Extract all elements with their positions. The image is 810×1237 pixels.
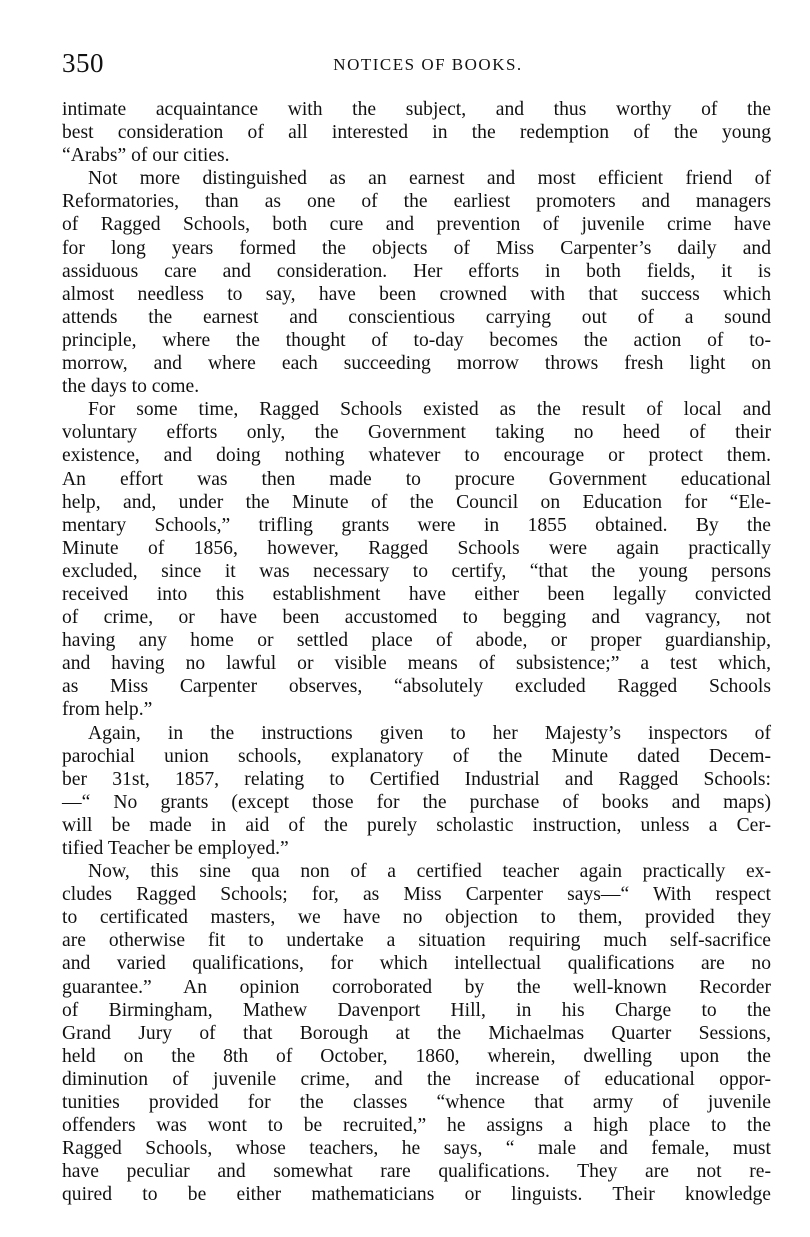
text-line: An effort was then made to procure Government educational [62, 468, 771, 490]
text-line: best consideration of all interested in the redemption of the young [62, 122, 771, 144]
text-line: Again, in the instructions given to her Majesty’s inspectors of [88, 722, 771, 744]
text-line: having any home or settled place of abode, or proper guardianship, [62, 630, 771, 652]
text-line: as Miss Carpenter observes, “absolutely excluded Ragged Schools [62, 676, 771, 698]
text-line: tunities provided for the classes “whence that army of juvenile [62, 1092, 771, 1114]
text-line: of Birmingham, Mathew Davenport Hill, in his Charge to the [62, 999, 771, 1021]
text-line: the days to come. [62, 376, 200, 398]
running-head: NOTICES OF BOOKS. [333, 55, 523, 74]
text-line: morrow, and where each succeeding morrow throws fresh light on [62, 353, 771, 375]
text-line: For some time, Ragged Schools existed as the result of local and [88, 399, 771, 421]
text-line: attends the earnest and conscientious carrying out of a sound [62, 306, 771, 328]
text-line: intimate acquaintance with the subject, and thus worthy of the [62, 99, 771, 120]
text-line: parochial union schools, explanatory of the Minute dated Decem- [62, 745, 771, 767]
text-line: held on the 8th of October, 1860, wherein, dwelling upon the [62, 1045, 771, 1067]
text-line: assiduous care and consideration. Her efforts in both fields, it is [62, 260, 771, 282]
text-line: tified Teacher be employed.” [62, 838, 289, 859]
text-line: voluntary efforts only, the Government taking no heed of their [62, 422, 771, 444]
text-line: are otherwise fit to undertake a situation requiring much self-sacrifice [62, 930, 771, 952]
text-line: have peculiar and somewhat rare qualifications. They are not re- [62, 1161, 771, 1183]
page-header [62, 48, 774, 82]
text-line: Grand Jury of that Borough at the Michaelmas Quarter Sessions, [62, 1022, 771, 1044]
text-line: of crime, or have been accustomed to begging and vagrancy, not [62, 607, 771, 629]
page-number: 350 [62, 48, 104, 78]
text-line: guarantee.” An opinion corroborated by the well-known Recorder [62, 976, 771, 998]
text-line: and having no lawful or visible means of subsistence;” a test which, [62, 653, 771, 675]
text-line: offenders was wont to be recruited,” he assigns a high place to the [62, 1115, 771, 1137]
text-line: diminution of juvenile crime, and the increase of educational oppor- [62, 1068, 771, 1090]
text-line: will be made in aid of the purely scholastic instruction, unless a Cer- [62, 814, 771, 836]
text-line: excluded, since it was necessary to certify, “that the young persons [62, 560, 771, 582]
text-line: quired to be either mathematicians or linguists. Their knowledge [62, 1184, 771, 1206]
text-line: of Ragged Schools, both cure and prevention of juvenile crime have [62, 214, 771, 236]
text-line: mentary Schools,” trifling grants were in 1855 obtained. By the [62, 514, 771, 536]
text-line: Minute of 1856, however, Ragged Schools were again practically [62, 537, 771, 559]
text-line: —“ No grants (except those for the purchase of books and maps) [62, 791, 771, 813]
text-line: ber 31st, 1857, relating to Certified Industrial and Ragged Schools: [62, 768, 771, 790]
text-line: received into this establishment have either been legally convicted [62, 583, 771, 605]
text-line: principle, where the thought of to-day becomes the action of to- [62, 329, 771, 351]
text-line: for long years formed the objects of Miss Carpenter’s daily and [62, 237, 771, 259]
text-line: Not more distinguished as an earnest and most efficient friend of [88, 168, 771, 190]
text-line: help, and, under the Minute of the Council on Education for “Ele- [62, 491, 771, 513]
text-line: Ragged Schools, whose teachers, he says, “ male and female, must [62, 1138, 771, 1160]
text-line: and varied qualifications, for which intellectual qualifications are no [62, 953, 771, 975]
text-line: from help.” [62, 699, 153, 721]
text-line: cludes Ragged Schools; for, as Miss Carpenter says—“ With respect [62, 884, 771, 906]
text-line: Reformatories, than as one of the earliest promoters and managers [62, 191, 771, 213]
text-line: “Arabs” of our cities. [62, 145, 230, 167]
body-text [62, 98, 771, 1207]
text-line: existence, and doing nothing whatever to encourage or protect them. [62, 445, 771, 467]
text-line: to certificated masters, we have no objection to them, provided they [62, 907, 771, 929]
text-line: almost needless to say, have been crowned with that success which [62, 283, 771, 305]
text-line: Now, this sine qua non of a certified teacher again practically ex- [88, 861, 771, 883]
